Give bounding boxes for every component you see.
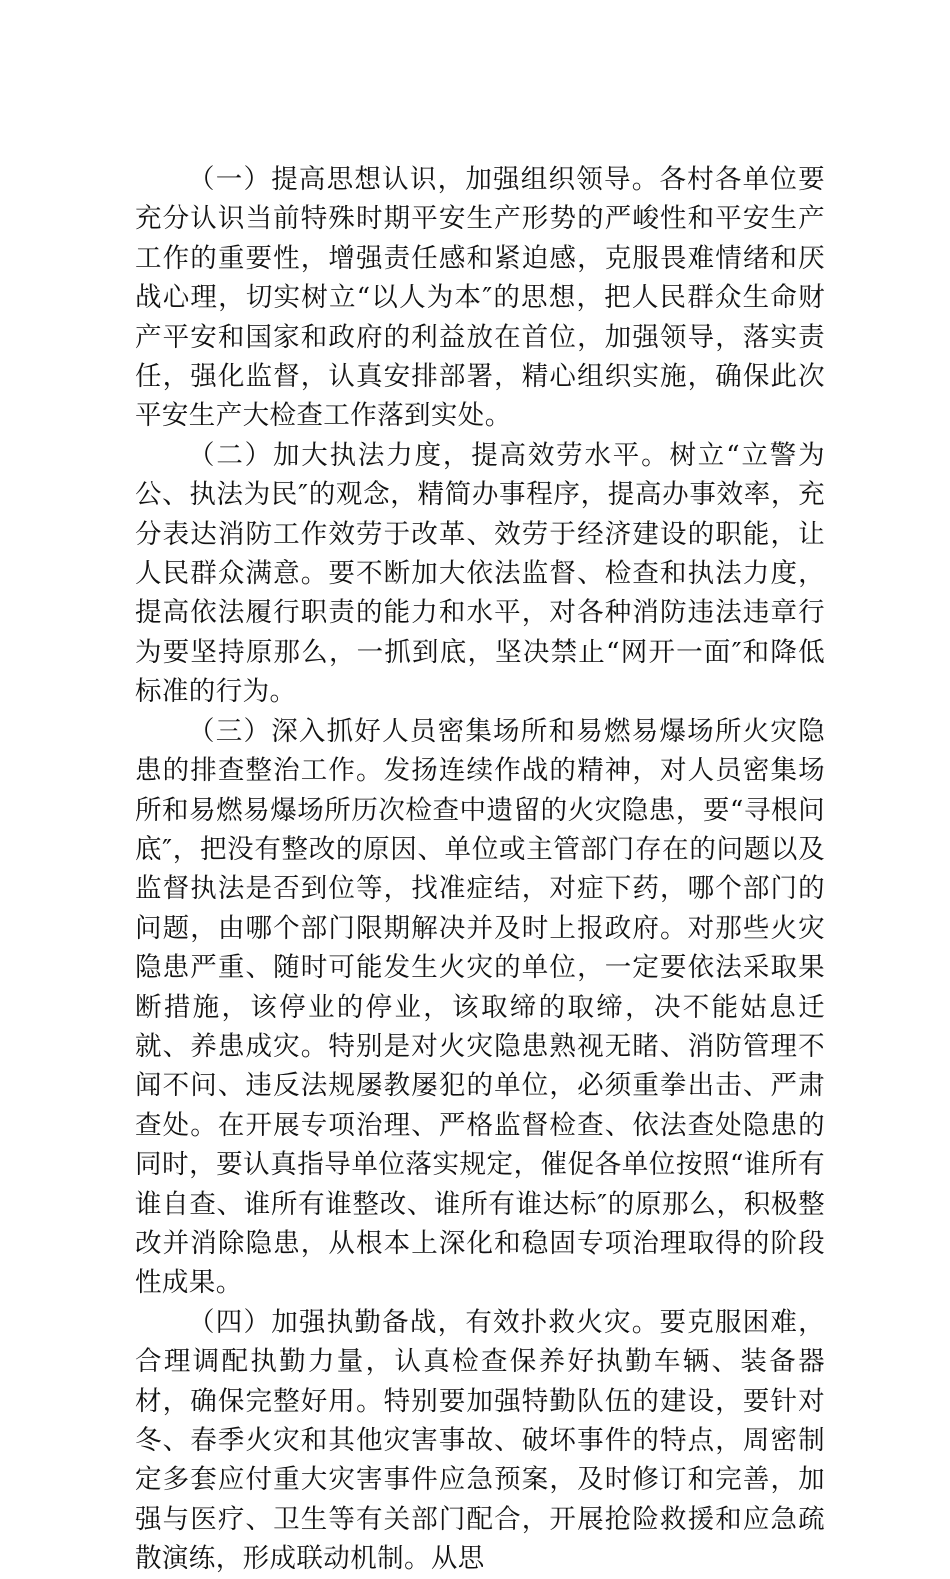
document-body	[135, 160, 825, 1579]
paragraph-3: （三）深入抓好人员密集场所和易燃易爆场所火灾隐患的排查整治工作。发扬连续作战的精神，对人员密集场所和易燃易爆场所历次检查中遗留的火灾隐患，要“寻根问底″，把没有整改的原因、单位或主管部门存在的问题以及监督执法是否到位等，找准症结，对症下药，哪个部门的问题，由哪个部门限期解决并及时上报政府。对那些火灾隐患严重、随时可能发生火灾的单位，一定要依法采取果断措施，该停业的停业，该取缔的取缔，决不能姑息迁就、养患成灾。特别是对火灾隐患熟视无睹、消防管理不闻不问、违反法规屡教屡犯的单位，必须重拳出击、严肃查处。在开展专项治理、严格监督检查、依法查处隐患的同时，要认真指导单位落实规定，催促各单位按照“谁所有谁自查、谁所有谁整改、谁所有谁达标″的原那么，积极整改并消除隐患，从根本上深化和稳固专项治理取得的阶段性成果。	[135, 715, 825, 1299]
paragraph-2: （二）加大执法力度，提高效劳水平。树立“立警为公、执法为民″的观念，精简办事程序，提高办事效率，充分表达消防工作效劳于改革、效劳于经济建设的职能，让人民群众满意。要不断加大依法监督、检查和执法力度，提高依法履行职责的能力和水平，对各种消防违法违章行为要坚持原那么，一抓到底，坚决禁止“网开一面″和降低标准的行为。	[135, 439, 825, 708]
paragraph-1: （一）提高思想认识，加强组织领导。各村各单位要充分认识当前特殊时期平安生产形势的严峻性和平安生产工作的重要性，增强责任感和紧迫感，克服畏难情绪和厌战心理，切实树立“以人为本″的思想，把人民群众生命财产平安和国家和政府的利益放在首位，加强领导，落实责任，强化监督，认真安排部署，精心组织实施，确保此次平安生产大检查工作落到实处。	[135, 164, 825, 432]
paragraph-4: （四）加强执勤备战，有效扑救火灾。要克服困难，合理调配执勤力量，认真检查保养好执勤车辆、装备器材，确保完整好用。特别要加强特勤队伍的建设，要针对冬、春季火灾和其他灾害事故、破坏事件的特点，周密制定多套应付重大灾害事件应急预案，及时修订和完善，加强与医疗、卫生等有关部门配合，开展抢险救援和应急疏散演练，形成联动机制。从思	[135, 1306, 825, 1575]
